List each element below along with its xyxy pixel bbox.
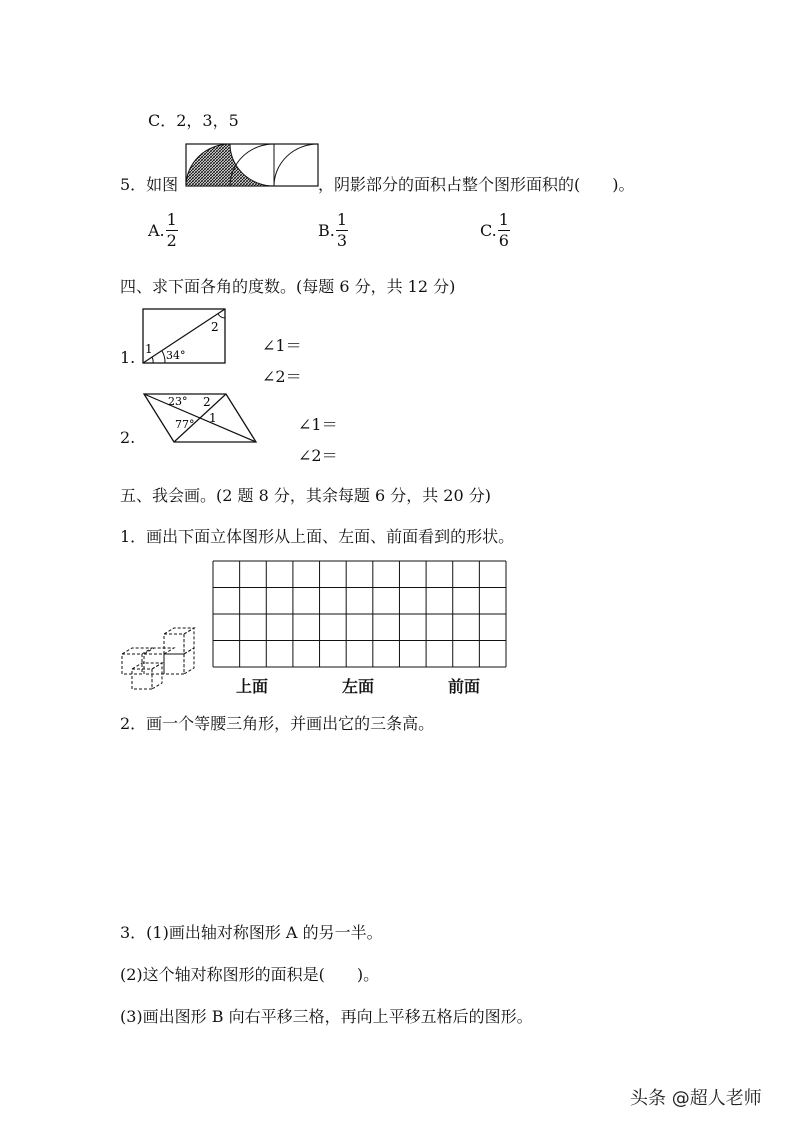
angle-1-label: 1 <box>209 411 217 425</box>
fraction <box>336 212 348 249</box>
option-letter: C. <box>480 221 497 240</box>
q5-number: 5．如图 <box>120 175 179 194</box>
numerator: 1 <box>498 210 509 229</box>
fraction <box>166 212 178 249</box>
section5-title: 五、我会画。(2 题 8 分，其余每题 6 分，共 20 分) <box>120 486 491 505</box>
angle-2-label: 2 <box>203 395 211 409</box>
grid-label-top: 上面 <box>236 677 269 696</box>
q5-option-c[interactable] <box>480 212 510 249</box>
s4-q2-answer2[interactable]: ∠2＝ <box>298 446 338 465</box>
fraction <box>498 212 510 249</box>
grid-label-front: 前面 <box>448 677 481 696</box>
s4-q2-answer1[interactable]: ∠1＝ <box>298 415 338 434</box>
angle-arc-34 <box>162 351 165 363</box>
angle-34-label: 34° <box>166 349 186 362</box>
q5-option-b[interactable] <box>318 212 348 249</box>
s4-q1-number: 1. <box>120 348 136 367</box>
q5-option-a[interactable] <box>148 212 178 249</box>
s4-q1-figure <box>140 306 230 366</box>
solid-figure <box>112 624 198 690</box>
watermark: 头条 @超人老师 <box>630 1088 762 1109</box>
q5-text: ，阴影部分的面积占整个图形面积的( )。 <box>318 175 635 194</box>
s4-q1-answer1[interactable]: ∠1＝ <box>262 336 302 355</box>
angle-1-label: 1 <box>145 342 153 356</box>
s5-q3-part2: (2)这个轴对称图形的面积是( )。 <box>120 965 380 984</box>
s4-q1-answer2[interactable]: ∠2＝ <box>262 367 302 386</box>
grid-label-left: 左面 <box>342 677 375 696</box>
angle-77-label: 77° <box>175 418 195 431</box>
s5-q2-text: 2．画一个等腰三角形，并画出它的三条高。 <box>120 714 435 733</box>
s5-q1-text: 1．画出下面立体图形从上面、左面、前面看到的形状。 <box>120 527 515 546</box>
q5-arc-3 <box>274 144 318 186</box>
s4-q2-figure <box>138 390 262 446</box>
s4-q2-number: 2. <box>120 428 136 447</box>
option-letter: B. <box>318 221 335 240</box>
denominator: 2 <box>166 231 177 250</box>
angle-arc-1 <box>152 357 153 363</box>
denominator: 3 <box>336 231 348 250</box>
numerator: 1 <box>166 210 177 229</box>
q5-figure <box>184 142 320 188</box>
option-letter: A. <box>148 221 165 240</box>
angle-23-label: 23° <box>168 395 188 408</box>
drawing-grid[interactable] <box>212 560 508 670</box>
s5-q3-part3: (3)画出图形 B 向右平移三格，再向上平移五格后的图形。 <box>120 1007 533 1026</box>
denominator: 6 <box>498 231 509 250</box>
s5-q3-part1: 3．(1)画出轴对称图形 A 的另一半。 <box>120 923 383 942</box>
section4-title: 四、求下面各角的度数。(每题 6 分，共 12 分) <box>120 277 456 296</box>
option-c-previous: C．2，3，5 <box>148 111 239 130</box>
numerator: 1 <box>336 210 348 229</box>
angle-2-label: 2 <box>211 320 219 334</box>
angle-arc-2 <box>218 314 225 318</box>
